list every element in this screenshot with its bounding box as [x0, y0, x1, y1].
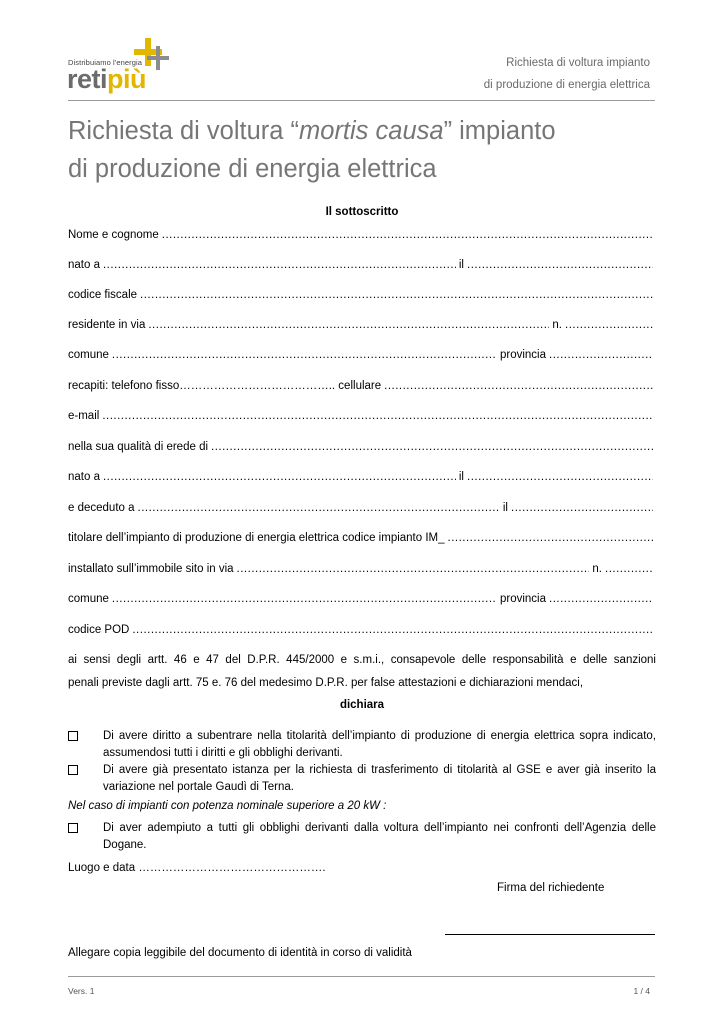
place-date-field[interactable]: Luogo e data …………………………………………. [68, 862, 326, 874]
field-birthplace[interactable] [68, 259, 656, 275]
field-deceased-birthplace[interactable] [68, 471, 656, 487]
checkbox-item-2-text: Di avere già presentato istanza per la richiesta di trasferimento di titolarità al GSE e aver già inserito la variazione nel portale Gaudì di Terna. [103, 764, 656, 793]
checkbox-item-1-text: Di avere diritto a subentrare nella titolarità dell’impianto di produzione di energia elettrica sopra indicato, assumendosi tutti i diritti e gli obblighi derivanti. [103, 730, 656, 759]
logo-word-reti: reti [67, 64, 108, 94]
field-dots[interactable] [565, 319, 653, 331]
checkbox-item-2[interactable] [68, 762, 656, 796]
field-label: titolare dell’impianto di produzione di energia elettrica codice impianto IM_ [68, 532, 445, 544]
page-title [68, 112, 658, 188]
field-label: Nome e cognome [68, 229, 159, 241]
field-dots[interactable] [148, 319, 549, 331]
header-divider [68, 100, 655, 101]
field-heir-of[interactable] [68, 441, 656, 457]
checkbox-square-icon[interactable] [68, 823, 78, 833]
field-label: il [458, 259, 464, 271]
field-label: residente in via [68, 319, 146, 331]
field-label: provincia [499, 349, 546, 361]
field-tax-code[interactable] [68, 289, 656, 305]
checkbox-1[interactable] [68, 728, 103, 762]
header-line-1: Richiesta di voltura impianto [506, 57, 650, 69]
field-pod[interactable] [68, 624, 656, 640]
title-pre: Richiesta di voltura “ [68, 117, 300, 145]
field-label: il [458, 471, 464, 483]
title-post: ” impianto [443, 117, 556, 145]
field-dots[interactable] [448, 532, 653, 544]
field-label: recapiti: telefono fisso………………………………….. cellulare [68, 380, 382, 392]
field-plant-town[interactable] [68, 593, 656, 609]
field-residence[interactable] [68, 319, 656, 335]
field-dots[interactable] [138, 502, 500, 514]
field-label: comune [68, 593, 109, 605]
title-line-1 [68, 112, 658, 150]
field-label: comune [68, 349, 109, 361]
title-italic: mortis causa [299, 117, 444, 145]
field-dots[interactable] [103, 471, 456, 483]
field-label: nato a [68, 259, 100, 271]
checkbox-3[interactable] [68, 820, 103, 854]
field-label: il [502, 502, 508, 514]
field-phones[interactable] [68, 380, 656, 396]
field-label: codice fiscale [68, 289, 138, 301]
title-line-2: di produzione di energia elettrica [68, 155, 437, 183]
field-dots[interactable] [549, 593, 653, 605]
checkbox-item-3[interactable] [68, 820, 656, 854]
field-label: e deceduto a [68, 502, 135, 514]
checkbox-2[interactable] [68, 762, 103, 796]
field-dots[interactable] [511, 502, 653, 514]
attachment-note: Allegare copia leggibile del documento di identità in corso di validità [68, 947, 412, 959]
field-dots[interactable] [384, 380, 653, 392]
logo-tagline: Distribuiamo l'energia [68, 58, 143, 67]
field-dots[interactable] [112, 593, 497, 605]
field-label: e-mail [68, 410, 100, 422]
footer-divider [68, 976, 655, 977]
header-line-2: di produzione di energia elettrica [483, 79, 650, 91]
field-dots[interactable] [467, 259, 653, 271]
field-email[interactable] [68, 410, 656, 426]
field-name[interactable] [68, 229, 656, 245]
field-dots[interactable] [237, 563, 590, 575]
field-label: codice POD [68, 624, 130, 636]
field-label: nato a [68, 471, 100, 483]
field-dots[interactable] [162, 229, 653, 241]
undersigned-heading: Il sottoscritto [325, 206, 399, 218]
declaration-line-1: ai sensi degli artt. 46 e 47 del D.P.R. 445/2000 e s.m.i., consapevole delle responsabilità e delle sanzioni [68, 654, 656, 666]
declaration-line-2: penali previste dagli artt. 75 e. 76 del medesimo D.P.R. per false attestazioni e dichiarazioni mendaci, [68, 677, 584, 689]
title-part-1 [68, 112, 556, 150]
declaration-paragraph [68, 649, 656, 695]
field-dots[interactable] [549, 349, 653, 361]
power-note: Nel caso di impianti con potenza nominale superiore a 20 kW : [68, 800, 387, 812]
field-dots[interactable] [605, 563, 653, 575]
footer-page-number: 1 / 4 [633, 986, 650, 996]
field-label: installato sull’immobile sito in via [68, 563, 234, 575]
field-dots[interactable] [211, 441, 653, 453]
checkbox-item-3-text: Di aver adempiuto a tutti gli obblighi derivanti dalla voltura dell’impianto nei confronti dell’Agenzia delle Dogane. [103, 822, 656, 851]
signature-label: Firma del richiedente [497, 882, 605, 894]
field-dots[interactable] [102, 410, 653, 422]
checkbox-square-icon[interactable] [68, 765, 78, 775]
field-plant-address[interactable] [68, 563, 656, 579]
logo-word-piu: più [107, 64, 147, 94]
field-plant-code[interactable] [68, 532, 656, 548]
footer-version: Vers. 1 [68, 986, 95, 996]
declares-heading: dichiara [339, 699, 385, 711]
field-label: n. [552, 319, 562, 331]
checkbox-square-icon[interactable] [68, 731, 78, 741]
field-dots[interactable] [112, 349, 497, 361]
field-label: n. [592, 563, 602, 575]
checkbox-item-1[interactable] [68, 728, 656, 762]
field-dots[interactable] [132, 624, 653, 636]
field-dots[interactable] [103, 259, 456, 271]
field-dots[interactable] [467, 471, 653, 483]
field-label: provincia [499, 593, 546, 605]
logo-wordmark [67, 64, 146, 95]
field-town[interactable] [68, 349, 656, 365]
field-dots[interactable] [140, 289, 653, 301]
field-label: nella sua qualità di erede di [68, 441, 209, 453]
signature-line[interactable] [445, 934, 655, 935]
field-deceased-at[interactable] [68, 502, 656, 518]
